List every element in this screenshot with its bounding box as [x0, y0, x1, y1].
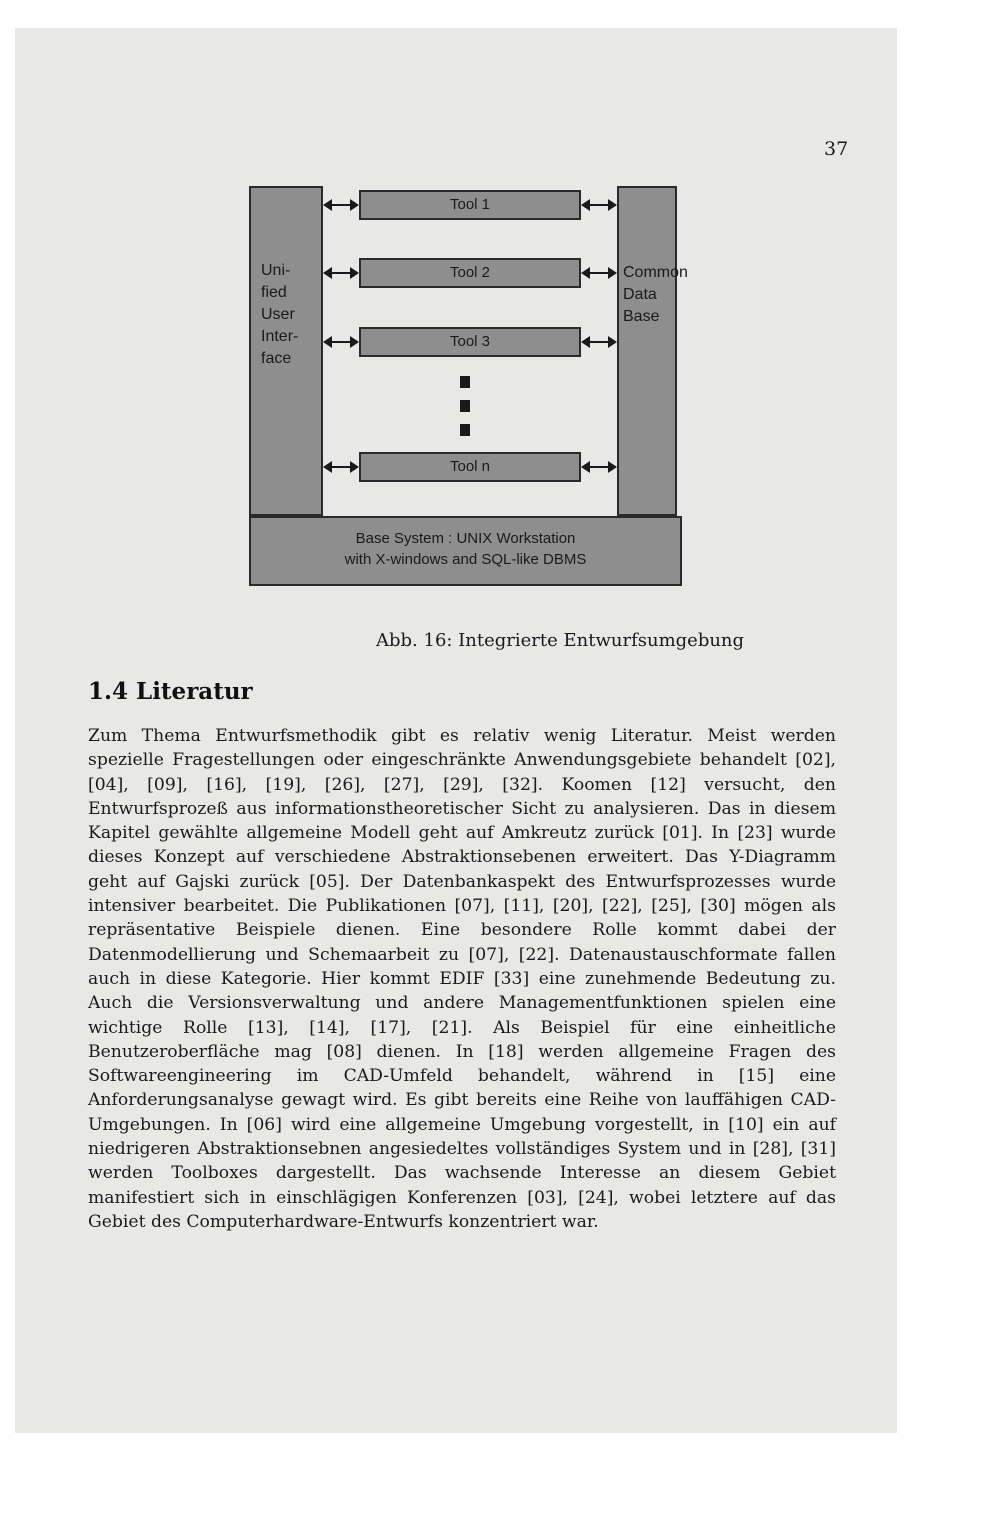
- literature-paragraph: Zum Thema Entwurfsmethodik gibt es relativ wenig Literatur. Meist werden spezielle Fragestellungen oder eingeschränkte Anwendungsgebiete behandelt [02], [04], [09], [16], [19], [26], [27], [29], [32]. Koomen [12] versucht, den Entwurfsprozeß aus informationstheoretischer Sicht zu analysieren. Das in diesem Kapitel gewählte allgemeine Modell geht auf Amkreutz zurück [01]. In [23] wurde dieses Konzept auf verschiedene Abstraktionsebenen erweitert. Das Y-Diagramm geht auf Gajski zurück [05]. Der Datenbankaspekt des Entwurfsprozesses wurde intensiver bearbeitet. Die Publikationen [07], [11], [20], [22], [25], [30] mögen als repräsentative Beispiele dienen. Eine besondere Rolle kommt dabei der Datenmodellierung und Schemaarbeit zu [07], [22]. Datenaustauschformate fallen auch in diese Kategorie. Hier kommt EDIF [33] eine zunehmende Bedeutung zu. Auch die Versionsverwaltung und andere Managementfunktionen spielen eine wichtige Rolle [13], [14], [17], [21]. Als Beispiel für eine einheitliche Benutzeroberfläche mag [08] dienen. In [18] werden allgemeine Fragen des Softwareengineering im CAD-Umfeld behandelt, während in [15] eine Anforderungsanalyse gewagt wird. Es gibt bereits eine Reihe von lauffähigen CAD-Umgebungen. In [06] wird eine allgemeine Umgebung vorgestellt, in [10] ein auf niedrigeren Abstraktionsebnen angesiedeltes vollständiges System und in [28], [31] werden Toolboxes dargestellt. Das wachsende Interesse an diesem Gebiet manifestiert sich in einschlägigen Konferenzen [03], [24], wobei letztere auf das Gebiet des Computerhardware-Entwurfs konzentriert war.: [88, 726, 836, 1232]
- tool-2-box: Tool 2: [359, 258, 581, 288]
- arrow-ui-tool-1: [325, 204, 357, 206]
- arrow-ui-tool-2: [325, 272, 357, 274]
- arrow-ui-tool-n: [325, 466, 357, 468]
- tool-1-box: Tool 1: [359, 190, 581, 220]
- base-system-line-1: Base System : UNIX Workstation: [355, 530, 576, 547]
- section-heading: 1.4 Literatur: [88, 678, 253, 705]
- ellipsis-dot: [460, 376, 470, 388]
- figure-caption: Abb. 16: Integrierte Entwurfsumgebung: [376, 630, 745, 651]
- arrow-tool-2-db: [583, 272, 615, 274]
- common-data-base-label: Common Data Base: [623, 264, 688, 325]
- tool-3-box: Tool 3: [359, 327, 581, 357]
- arrow-tool-1-db: [583, 204, 615, 206]
- integrated-design-environment-diagram: [249, 186, 688, 586]
- unified-user-interface-label: Uni- fied User Inter- face: [261, 262, 299, 367]
- arrow-tool-n-db: [583, 466, 615, 468]
- page-number: 37: [824, 138, 849, 160]
- unified-user-interface-block: [249, 186, 323, 516]
- common-data-base-block: [617, 186, 688, 516]
- arrow-ui-tool-3: [325, 341, 357, 343]
- ellipsis-dot: [460, 424, 470, 436]
- base-system-block: [249, 516, 682, 586]
- ellipsis-dot: [460, 400, 470, 412]
- arrow-tool-3-db: [583, 341, 615, 343]
- base-system-line-2: with X-windows and SQL-like DBMS: [344, 551, 587, 568]
- tool-n-box: Tool n: [359, 452, 581, 482]
